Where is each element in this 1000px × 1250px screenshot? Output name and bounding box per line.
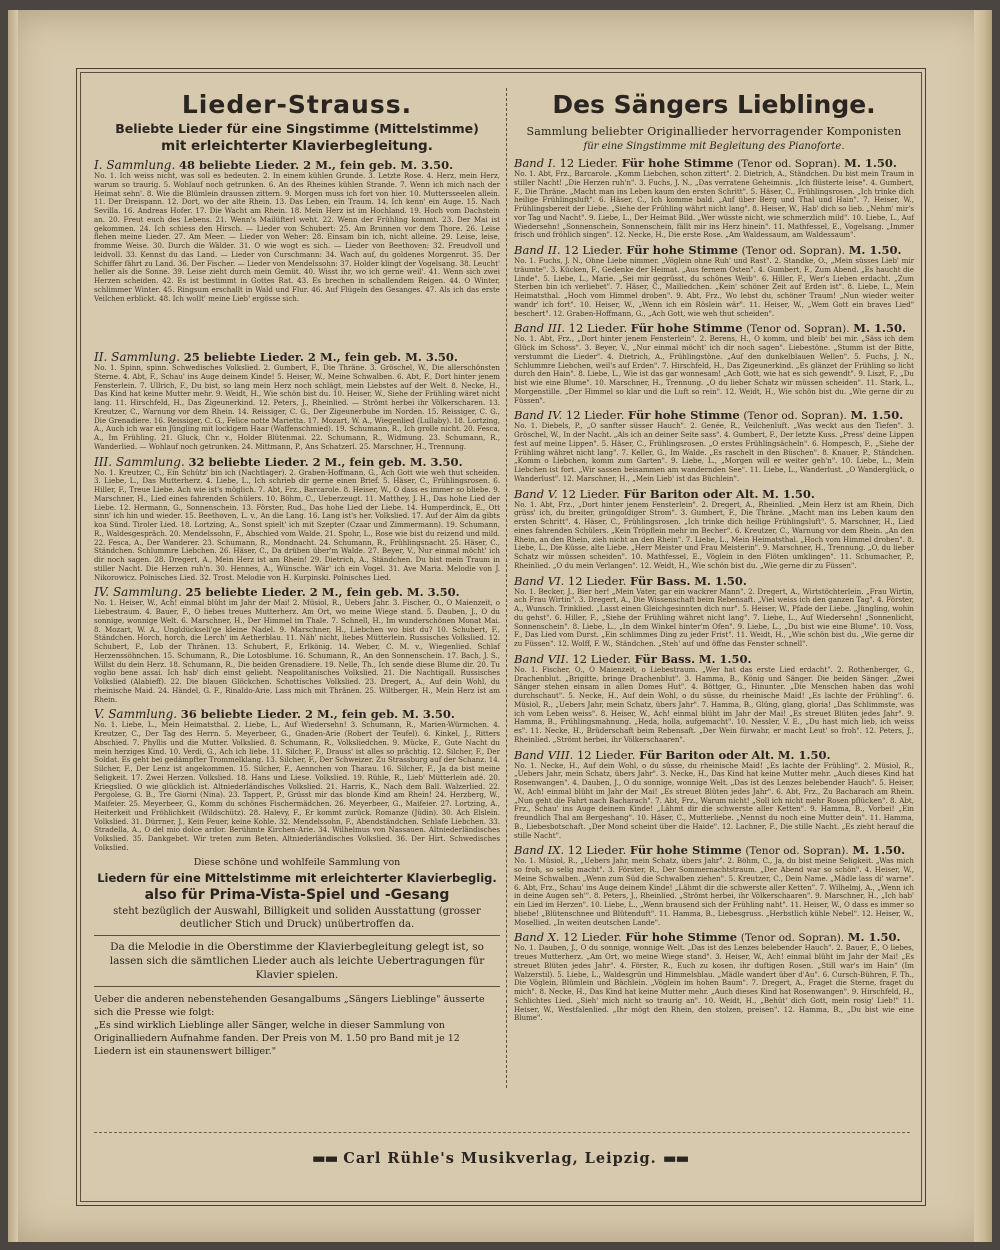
press-quote: „Es sind wirklich Lieblinge aller Sänger, welche in dieser Sammlung von Originalliedern Aufnahme fanden. Der Preis von M. 1.50 pro Band mit je 12 Liedern ist ein staunenswert billiger." xyxy=(94,1019,460,1057)
band-price: M. 1.50. xyxy=(844,156,897,170)
sammlung-name: IV. Sammlung. xyxy=(94,585,182,600)
band-block xyxy=(514,748,914,841)
band-name: Band II. xyxy=(514,243,561,257)
sammlung-list: No. 1. Liebe, L., Mein Heimatsthal. 2. Liebe, L., Auf Wiedersehn! 3. Schumann, R., Marien-Würmchen. 4. Kreutzer, C., Der Tag des Herrn. 5. Meyerbeer, G., Gnaden-Arie (Robert der Teufel). 6. Kinkel, J., Ritters Abschied. 7. Phyllis und die Mutter. Volkslied. 8. Schumann, R., Volksliedchen. 9. Mücke, F., Gute Nacht du mein herziges Kind. 10. Verdi, G., Ach ich liebe. 11. Silcher, F., Drauss' ist alles so prächtig. 12. Silcher, F., Der Soldat. Es geht bei gedämpfter Trommelklang. 13. Silcher, F., Der Schweizer. Zu Strassburg auf der Schanz. 14. Silcher, F., Der Lenz ist angekommen. 15. Silcher, F., Aennchen von Tharau. 16. Silcher, F., Ja da bist meine Seligkeit. 17. Zwei Herzen. Volkslied. 18. Hans und Liese. Volkslied. 19. Rühle, R., Lieb' Mütterlein adé. 20. Kriegslied. O wie glücklich ist. Altniederländisches Volkslied. 21. Harris, K., Nach dem Ball. Walzerlied. 22. Pergolese, G. B., Tre Giorni (Nina). 23. Tappert, P., Grüsst mir das blonde Kind am Rhein! 24. Herzberg, W., Maifeier. 25. Meyerbeer, G., Komm du schönes Fischermädchen. 26. Meyerbeer, G., Maifeier. 27. Lortzing, A., Heiterkeit und Fröhlichkeit (Wildschütz). 28. Halevy, F., Er kommt zurück. Romanze (Jüdin). 30. Ach Elslein. Volkslied. 31. Dürrner, J., Kein Feuer, keine Kohle. 32. Mendelssohn, F., Abendständchen. Schlafe Liebchen. 33. Stradella, A., O del mio dolce ardor. Berühmte Kirchen-Arie. 34. Wilhelmus von Nassauen. Altniederländisches Volkslied. 35. Dankgebet. Wir treten zum Beten. Altniederländisches Volkslied. 36. Der Hirt. Schwedisches Volkslied. xyxy=(94,720,500,852)
ad-line-5: Da die Melodie in die Oberstimme der Klavierbegleitung gelegt ist, so lassen sich die sämtlichen Lieder auch als leichte Uebertragungen für Klavier spielen. xyxy=(109,940,485,981)
sammlung-desc: 25 beliebte Lieder. 2 M., fein geb. M. 3.50. xyxy=(185,585,460,600)
ornament-right: ▬▬ xyxy=(662,1151,689,1167)
band-block xyxy=(514,487,914,571)
band-block xyxy=(514,408,914,483)
band-name: Band X. xyxy=(514,930,560,945)
sammlung-desc: 25 beliebte Lieder. 2 M., fein geb. M. 3.50. xyxy=(183,350,458,364)
band-voice-range: Für hohe Stimme xyxy=(628,408,740,423)
band-song-list: No. 1. Dauben, J., O du sonnige, wonnige Welt. „Das ist des Lenzes belebender Hauch". 2. Bauer, F., O liebes, treues Mutterherz. „Am Ort, wo meine Wiege stand". 3. Heiser, W., Ach! einmal blüht im Jahr der Mai! „Es streuet Blüten jedes Jahr". 4. Förster, R., Euch zu kosen, ihr duftigen Rosen. „Still war's im Hain" (Im Walzerstil). 5. Liebe, L., Waldesgrün und Himmelsblau. „Mädle wandert über d'Au". 6. Cursch-Bühren, F. Th., Die Vöglein, Blümlein und Bächlein. „Vöglein im hohen Baum". 7. Dregert, A., Fraget die Sterne, fraget du mich". 8. Necke, H., Das Kind hat keine Mutter mehr. „Auch dieses Kind hat Rosenwangen". 9. Hirschfeld, H., Schlichtes Lied. „Sieh' mich nicht so traurig an". 10. Weidt, H., „Behüt' dich Gott, mein rosig' Lieb!" 11. Heiser, W., Westfalenlied. „Ihr mögt den Rhein, den stolzen, preisen". 12. Hamma, B., „Du bist wie eine Blume". xyxy=(514,943,914,1023)
band-song-list: No. 1. Fischer, O., O Maienzeit, o Liebestraum. „Wer hat das erste Lied erdacht". 2. Rothenberger, G., Drachenblut. „Brigitte, bringe Drachenblut". 3. Hamma, B., König und Sänger. Die beiden Sänger. „Zwei Sänger stehen einsam in allen Domes Hut". 4. Böttger, G., Hinunter. „Die Menschen haben das wohl durchschaut". 5. Necke, H., Auf dein Wohl, o du süsse, du rheinische Maid! „Es lachte der Frühling". 6. Müsiol, R., „Uebers Jahr, mein Schatz, übers Jahr". 7. Hamma, B., Glüng, glang, gloria! „Das Schlimmste, was ich vom Leben weiss". 8. Heiser, W., Ach! einmal blüht im Jahr der Mai! „Es streuet Blüten jedes Jahr". 9. Hamma, B., Frühlingsmahnung. „Heda, holla, aufgemacht". 10. Nessler, V. E., „Du hast mich lieb, ich weiss es". 11. Necke, H., Brüderschaft beim Rebensaft. „Der Wein fürwahr, er macht Leut' so froh". 12. Peters, J., Rheinlied. „Strömt herbei, ihr Völkerschaaren". xyxy=(514,664,914,744)
sammlung-2 xyxy=(94,350,500,452)
band-heading xyxy=(514,930,914,944)
band-song-list: No. 1. Becker, J., Bier her! „Mein Vater, gar ein wackrer Mann". 2. Dregert, A., Wirtstöchterlein. „Frau Wirtin, ach Frau Wirtin". 3. Dregert, A., Die Wissenschaft beim Rebensaft. „Viel weiss ich den ganzen Tag". 4. Förster, A., Wunsch. Trinklied. „Lasst einen Gleichgesinnten dich nur". 5. Heiser, W., Pfade der Liebe. „Jüngling, wohin du gehst". 6. Hiller, F., „Siehe der Frühling währet nicht lang". 7. Liebe, L., Auf Wiedersehn! „Sonnenlicht, Sonnenschein". 8. Liebe, L., „In dem Winkel hinter'm Ofen". 9. Liebe, L., „Du bist wie eine Blume". 10. Voss, F., Das Lied vom Durst. „Ein schlimmes Ding zu jeder Frist". 11. Weidt, H., „Wie schön bist du. „Wie gerne dir zu Füssen". 12. Wolff, F. W., Ständchen. „Steh' auf und öffne das Fenster schnell". xyxy=(514,586,914,648)
sammlung-name: I. Sammlung. xyxy=(94,158,176,172)
band-voice-range: Für Bariton oder Alt. xyxy=(639,747,775,762)
band-block xyxy=(514,930,914,1023)
sammlung-desc: 36 beliebte Lieder. 2 M., fein geb. M. 3.50. xyxy=(180,707,455,722)
band-voice-type: (Tenor od. Sopran). xyxy=(740,932,845,945)
band-price: M. 1.50. xyxy=(777,747,831,762)
band-count: 12 Lieder. xyxy=(576,747,636,762)
sammlung-4 xyxy=(94,585,500,704)
sammlung-list: No. 1. Ich weiss nicht, was soll es bedeuten. 2. In einem kühlen Grunde. 3. Letzte Rose. 4. Herz, mein Herz, warum so traurig. 5. Wohlauf noch getrunken. 6. An des Rheines kühlen Strande. 7. Wenn ich mich nach der Heimat sehn'. 8. Wie die Blümlein draussen zittern. 9. Morgen muss ich fort von hier. 10. Muttersseelen allein. 11. Der Dreispann. 12. Dort, wo der alte Rhein. 13. Das Leben, ein Traum. 14. Ich kenn' ein Auge. 15. Nach Sevilla. 16. Andreas Hofer. 17. Die Wacht am Rhein. 18. Mein Herz ist im Hochland. 19. Hoch vom Dachstein an. 20. Freut euch des Lebens. 21. Wenn's Mailüfterl weht. 22. Wenn der Frühling kommt. 23. Der Mai ist gekommen. 24. Ich schiess den Hirsch. — Lieder von Schubert: 25. Am Brunnen vor dem Thore. 26. Leise flehen meine Lieder. 27. Am Meer. — Lieder von Weber: 28. Einsam bin ich, nicht alleine. 29. Leise, leise, fromme Weise. 30. Durch die Wälder. 31. O wie wogt es sich. — Lieder von Beethoven: 32. Freudvoll und leidvoll. 33. Kennst du das Land. — Lieder von Curschmann: 34. Wach auf, du goldenes Morgenrot. 35. Der Schiffer fährt zu Land. 36. Der Fischer. — Lieder von Mendelssohn: 37. Holder klingt der Vogelsang. 38. Leucht' heller als die Sonne. 39. Leise zieht durch mein Gemüt. 40. Wisst ihr, wo ich gerne weil'. 41. Wenn sich zwei Herzen scheiden. 42. Es ist bestimmt in Gottes Rat. 43. Es brechen in schallendem Reigen. 44. O Winter, schlimmer Winter. 45. Ringsum erschallt in Wald und Flur. 46. Auf Flügeln des Gesanges. 47. Als ich das erste Veilchen erblickt. 48. Ich wollt' meine Lieb' ergösse sich. xyxy=(94,171,500,303)
sammlung-name: III. Sammlung. xyxy=(94,454,185,469)
publisher-name: Carl Rühle's Musikverlag, Leipzig. xyxy=(343,1150,657,1167)
left-column xyxy=(94,88,500,1058)
ad-line-3: also für Prima-Vista-Spiel und -Gesang xyxy=(144,886,450,903)
band-song-list: No. 1. Fuchs, J. N., Ohne Liebe nimmer. „Vöglein ohne Ruh' und Rast". 2. Standke, O., „Mein süsses Lieb' mir träumte". 3. Kücken, F., Gedenke der Heimat. „Aus fernem Osten". 4. Gumbert, F., Zum Abend. „Es haucht die Linde". 5. Liebe, L., Marie. „Sei mir gegrüsst, du schönes Weib". 6. Hiller, F., Wer's Lieben erdacht. „Zum Sterben bin ich verliebet". 7. Häser, C., Mailiedchen. „Kein' schöner Zeit auf Erden ist". 8. Liebe, L., Mein Heimatsthal. „Hoch vom Himmel droben". 9. Abt, Frz., Wo lebst du, schöner Traum! „Nun wieder weiter wandr' ich fort". 10. Heiser, W., „Wenn ich ein Röslein wär". 11. Heiser, W., „Wem Gott ein braves Lied" beschert". 12. Graben-Hoffmann, G., „Ach Gott, wie weh thut scheiden". xyxy=(514,256,914,318)
band-count: 12 Lieder. xyxy=(572,651,631,666)
band-voice-range: Für Bariton oder Alt. xyxy=(623,486,759,501)
sammlung-heading xyxy=(94,455,500,469)
band-count: 12 Lieder. xyxy=(559,156,619,170)
advertisement-block xyxy=(94,857,500,987)
sammlung-3 xyxy=(94,455,500,583)
sammlung-desc: 48 beliebte Lieder. 2 M., fein geb. M. 3.50. xyxy=(178,158,454,172)
band-block xyxy=(514,574,914,649)
right-title: Des Sängers Lieblinge. xyxy=(552,90,876,119)
ad-rule xyxy=(94,986,500,987)
band-name: Band IX. xyxy=(514,843,565,858)
band-song-list: No. 1. Abt, Frz., „Dort hinter jenem Fensterlein". 2. Dregert, A., Rheinlied. „Mein Herz ist am Rhein, Dich grüss' ich, du breiter, grüngoldiger Strom". 3. Gumbert, F., Die Thräne. „Macht man ins Leben kaum den ersten Schritt". 4. Häser, C., Frühlingsrosen. „Ich trinke dich heilige Frühlingsluft". 5. Marschner, H., Lied eines fahrenden Schülers. „Kein Tröpflein mehr im Becher". 6. Kreutzer, C., Warnung vor dem Rhein. „An den Rhein, an den Rhein, zieh nicht an den Rhein". 7. Liebe, L., Mein Heimatsthal. „Hoch vom Himmel droben". 8. Liebe, L., Die Küsse, alte Liebe. „Herr Meister und Frau Meisterin". 9. Marschner, H., Trennung. „O, du lieber Schatz wir müssen scheiden". 10. Mathfessel, E., Vöglein in den Flöten umklingen". 11. Schumacher, P., Rheinlied. „O du mein Verlangen". 12. Weidt, H., Wie schön bist du. „Wie gerne dir zu Füssen". xyxy=(514,499,914,570)
band-name: Band III. xyxy=(514,321,566,336)
band-voice-type: (Tenor od. Sopran). xyxy=(746,323,850,336)
band-price: M. 1.50. xyxy=(847,930,901,945)
band-block xyxy=(514,843,914,927)
ornament-left: ▬▬ xyxy=(311,1151,338,1167)
band-block xyxy=(514,652,914,745)
band-price: M. 1.50. xyxy=(850,408,904,423)
ad-rule xyxy=(94,935,500,936)
band-heading xyxy=(514,843,914,857)
band-voice-range: Für hohe Stimme xyxy=(629,843,742,858)
band-price: M. 1.50. xyxy=(698,651,752,666)
band-name: Band VII. xyxy=(514,651,569,666)
band-count: 12 Lieder. xyxy=(568,321,628,336)
band-heading xyxy=(514,652,914,666)
band-count: 12 Lieder. xyxy=(567,843,627,858)
band-song-list: No. 1. Diebels, P., „O sanfter süsser Hauch". 2. Genée, R., Veilchenluft. „Was weckt aus den Tiefen". 3. Gröschel, W., In der Nacht. „Als ich an deiner Seite sass". 4. Gumbert, F., Der letzte Kuss. „Press' deine Lippen fest auf meine Lippen". 5. Häser, C., Frühlingsrosen. „O erstes Frühlingsächeln". 6. Hompesch, F., „Siehe der Frühling währet nicht lang". 7. Keller, G., Im Walde. „Es raschelt in den Büschen". 8. Knauer, P., Ständchen. „Komm o Liebchen, komm zum Garten". 9. Liebe, L., „Morgen will er weiter geh'n". 10. Liebe, L., Mein Liebchen ist fort. „Wir sassen beisammen am wandernden See". 11. Liebe, L., Wanderlust. „O Wanderglück, o Wanderlust". 12. Marschner, H., „Mein Lieb' ist das Büchlein". xyxy=(514,421,914,483)
sammlung-1 xyxy=(94,158,500,347)
band-count: 12 Lieder. xyxy=(563,930,622,945)
band-count: 12 Lieder. xyxy=(564,243,623,257)
sammlung-heading xyxy=(94,585,500,599)
band-price: M. 1.50. xyxy=(852,843,906,858)
footer-rule xyxy=(94,1132,910,1133)
ad-line-4: steht bezüglich der Auswahl, Billigkeit und soliden Ausstattung (grosser deutlicher Stich und Druck) unübertroffen da. xyxy=(113,905,481,930)
sammlung-heading xyxy=(94,707,500,721)
band-name: Band I. xyxy=(514,156,556,170)
band-block xyxy=(514,156,914,240)
band-heading xyxy=(514,156,914,170)
right-column xyxy=(514,88,914,1023)
sammlung-heading xyxy=(94,158,500,172)
band-heading xyxy=(514,487,914,501)
sammlung-list: No. 1. Heiser, W., Ach! einmal blüht im Jahr der Mai! 2. Müsiol, R., Uebers Jahr. 3. Fischer, O., O Maienzeit, o Liebestraum. 4. Bauer, F., O liebes treues Mutterherz. Am Ort, wo meine Wiege stand. 5. Dauben, J., O du sonnige, wonnige Welt. 6. Marschner, H., Der Himmel im Thale. 7. Schnell, H., Im wunderschönen Monat Mai. 8. Mozart, W. A., Ungldückseli'ge kleine Nadel. 9. Marschner, H., Liebchen wo bist du? 10. Schubert, F., Ständchen. Horch, horch, die Lerch' im Aetherblau. 11. Näh' nicht, liebes Mütterlein. Russisches Volkslied. 12. Schubert, F., Lob der Thränen. 13. Schubert, F., Erlkönig. 14. Weber, C. M. v., Wiegenlied. Schlaf Herzenssöhnchen. 15. Schumann, R., Die Lotosblume. 16. Schumann, R., An den Sonnenschein. 17. Bach, J. S., Willst du dein Herz. 18. Schumann, R., Die beiden Grenadiere. 19. Nelle, Th., Ich sende diese Blume dir. 20. Tu voglio bene assai. Ich hab' dich einst geliebt. Neapolitanisches Volkslied. 21. Die Nachtigall. Russisches Volkslied (Alabieff). 22. Die blauen Glöckchen. Schottisches Volkslied. 23. Dregert, A., Auf dein Wohl, du rheinische Maid. 24. Händel, G. F., Rinaldo-Arie. Lass mich mit Thränen. 25. Wiltberger, H., Mein Herz ist am Rhein. xyxy=(94,598,500,704)
band-count: 12 Lieder. xyxy=(567,573,627,588)
band-list xyxy=(514,156,914,1023)
band-voice-type: (Tenor od. Sopran). xyxy=(737,158,841,170)
sammlung-5 xyxy=(94,707,500,852)
sammlung-desc: 32 beliebte Lieder. 2 M., fein geb. M. 3.50. xyxy=(188,454,463,469)
band-voice-range: Für Bass. xyxy=(634,651,696,666)
sammlung-list: No. 1. Spinn, spinn. Schwedisches Volkslied. 2. Gumbert, F., Die Thräne. 3. Gröschel, W., Die allerschönsten Sterne. 4. Abt, F., Schau' ins Auge deinem Kinde! 5. Heiser, W., Meine Schwalben. 6. Abt, F., Dort hinter jenem Fensterlein. 7. Ullrich, F., Du bist, so lang mein Herz noch schlägt, mein Liebstes auf der Welt. 8. Necke, H., Das Kind hat keine Mutter mehr. 9. Weidt, H., Wie schön bist du. 10. Heiser, W., Siehe der Frühling wäret nicht lang. 11. Hirschfeld, H., Das Zigeunerkind. 12. Peters, J., Rheinlied. — Strömt herbei ihr Völkerscharen. 13. Kreutzer, C., Warnung vor dem Rhein. 14. Reissiger, C. G., Der Zigeunerbube im Norden. 15. Reissiger, C. G., Die Grenadiere. 16. Reissiger, C. G., Felice notte Marietta. 17. Mozart, W. A., Wiegenlied (Lullaby). 18. Lortzing, A., Auch ich war ein Jüngling mit lockigem Haar (Waffenschmied). 19. Schumann, R., Ich grolle nicht. 20. Fesca, A., Im Frühling. 21. Gluck, Chr. v., Holder Blütenmai. 22. Schumann, R., Widmung. 23. Schumann, R., Wanderlied. — Wohlauf noch getrunken. 24. Mittmann, P., Ans Schatzerl. 25. Marschner, H., Trennung. xyxy=(94,363,500,451)
sammlung-list: No. 1. Kreutzer, C., Ein Schütz' bin ich (Nachtlager). 2. Graben-Hoffmann, G., Ach Gott wie weh thut scheiden. 3. Liebe, L., Das Mutterherz. 4. Liebe, L., Ich schrieb dir gerne einen Brief. 5. Häser, C., Frühlingsrosen. 6. Hiller, F., Treue Liebe. Ach wie ist's möglich. 7. Abt, Frz., Barcarole. 8. Heiser, W., O dass es immer so bliebe. 9. Marschner, H., Lied eines fahrenden Schülers. 10. Böhm, C., Ueberzeugt. 11. Matthey, J. H., Das hohe Lied der Liebe. 12. Hermann, G., Sonnenschein. 13. Förster, Rud., Das hohe Lied der Liebe. 14. Humperdinck, E., Ott sinn' ich hin und wieder. 15. Beethoven, L. v., An die Lang. 16. Lang ist's her. Volkslied. 17. Auf der Alm da gibts koa Sünd. Tiroler Lied. 18. Lortzing, A., Sonst spielt' ich mit Szepter (Czaar und Zimmermann). 19. Schumann, R., Waldesgespräch. 20. Mendelssohn, F., Abschied vom Walde. 21. Spohr, L., Rose wie bist du reizend und mild. 22. Fesca, A., Der Wanderer. 23. Schumann, R., Mondnacht. 24. Schumann, R., Frühlingsnacht. 25. Häser, C., Ständchen. Schlummre Liebchen. 26. Häser, C., Da drüben über'm Walde. 27. Beyer, V., Nur einmal möcht' ich dir noch sagen. 28. Dregert, A., Mein Herz ist am Rhein! 29. Dietrich, A., Ständchen. Du bist mein Traum in stiller Nacht. Die Herzen ruh'n. 30. Hennes, A., Wünsche. Wär' ich ein Vogel. 31. Ave Maria. Melodie von J. Nikorowicz. Polnisches Lied. 32. Trost. Melodie von H. Kurpinski. Polnisches Lied. xyxy=(94,467,500,582)
band-name: Band V. xyxy=(514,486,558,501)
band-heading xyxy=(514,748,914,762)
band-heading xyxy=(514,574,914,588)
left-title: Lieder-Strauss. xyxy=(181,90,413,119)
band-heading xyxy=(514,321,914,335)
band-price: M. 1.50. xyxy=(848,243,902,257)
band-song-list: No. 1. Abt, Frz., „Dort hinter jenem Fensterlein". 2. Berens, H., O komm, und bleib' bei mir. „Säss ich dem Glück im Schoss". 3. Beyer, V., „Nur einmal möcht' ich dir noch sagen". Liebestöne. „Stumm ist der Bitte, verstummt die Lieder". 4. Dietrich, A., Frühlingstöne. „Auf den dunkelblauen Wellen". 5. Fuchs, J. N., Schlummre Liebchen, weil's auf Erden". 7. Hirschfeld, H., Das Zigeunerkind. „Es glänzet der Frühling so licht durch den Hain". 8. Liebe, L., Wie ist das gar wonnesam! „Ach Gott, wie hat es sich gewendt". 9. Liszt, F., „Du bist wie eine Blume". 10. Marschner, H., Trennung. „O du lieber Schatz wir müssen scheiden". 11. Stark, L., Morgenstille. „Der Himmel so klar und die Luft so rein". 12. Weidt, H., Wie schön bist du. „Wie gerne dir zu Füssen". xyxy=(514,334,914,405)
band-voice-type: (Tenor od. Sopran). xyxy=(743,410,847,423)
band-name: Band VIII. xyxy=(514,747,574,762)
band-price: M. 1.50. xyxy=(853,321,906,336)
band-voice-range: Für hohe Stimme xyxy=(621,156,734,170)
press-intro: Ueber die anderen nebenstehenden Gesangalbums „Sängers Lieblinge" äusserte sich die Presse wie folgt: xyxy=(94,993,485,1018)
band-block xyxy=(514,243,914,318)
band-voice-type: (Tenor od. Sopran). xyxy=(745,845,849,858)
band-song-list: No. 1. Abt, Frz., Barcarole. „Komm Liebchen, schon zittert". 2. Dietrich, A., Ständchen. Du bist mein Traum in stiller Nacht! „Die Herzen ruh'n". 3. Fuchs, J. N., „Das verratene Geheimnis. „Ich flüsterte leise". 4. Gumbert, F., Die Thräne. „Macht man ins Leben kaum den ersten Schritt". 5. Häser, C., Frühlingsrosen. „Ich trinke dich heilige Frühlingsluft". 6. Häser, C., Ich komme bald. „Auf über Berg und Thal und Hain". 7. Heiser, W., Frühlingsbereit der Liebe. „Siehe der Frühling währt nicht lang". 8. Heiser, W., Hab' dich so lieb. „Nehm' mir's vor Tag und Nacht". 9. Liebe, L., Der Heimat Bild. „Wer wüsste nicht, wie schmerzlich mild". 10. Liebe, L., Auf Wiedersehn! „Sonnenschein, Sonnenschein, fällt mir ins Herz hinein". 11. Mathfessel, E., Vogelsang. „Immer frisch und fröhlich singen". 12. Necke, H., Die erste Rose. „Am Waldessaum, am Waldessaum". xyxy=(514,169,914,240)
band-name: Band VI. xyxy=(514,573,565,588)
right-subtitle-2: für eine Singstimme mit Begleitung des Pianoforte. xyxy=(583,141,845,152)
sammlung-heading xyxy=(94,350,500,364)
band-count: 12 Lieder. xyxy=(565,408,625,423)
band-voice-range: Für Bass. xyxy=(630,573,691,588)
ad-line-2: Liedern für eine Mittelstimme mit erleichterter Klavierbeglig. xyxy=(97,870,497,885)
band-price: M. 1.50. xyxy=(762,486,815,501)
band-count: 12 Lieder. xyxy=(561,486,620,501)
band-heading xyxy=(514,408,914,422)
publisher-footer xyxy=(300,1150,700,1167)
page-fold-right xyxy=(974,10,992,1242)
sammlung-name: V. Sammlung. xyxy=(94,707,178,722)
band-voice-range: Für hohe Stimme xyxy=(625,930,738,945)
column-divider xyxy=(506,88,507,1088)
band-heading xyxy=(514,243,914,257)
sammlung-name: II. Sammlung. xyxy=(94,350,181,364)
right-subtitle: Sammlung beliebter Originallieder hervorragender Komponisten xyxy=(526,125,902,138)
band-song-list: No. 1. Necke, H., Auf dein Wohl, o du süsse, du rheinische Maid! „Es lachte der Frühling". 2. Müsiol, R., „Uebers Jahr, mein Schatz, übers Jahr". 3. Necke, H., Das Kind hat keine Mutter mehr. „Auch dieses Kind hat Rosenwangen". 4. Dauben, J., O du sonnige, wonnige Welt. „Das ist des Lenzes belebender Hauch". 5. Heiser, W., Ach! einmal blüht im Jahr der Mai! „Es streuet Blüten jedes Jahr". 6. Abt, Frz., Zu Bacharach am Rhein. „Nun geht die Fahrt nach Bacharach". 7. Abt, Frz., Warum nicht! „Soll ich nicht mehr Rosen pflücken". 8. Abt, Frz., Schau' ins Auge deinem Kinde! „Lähmt dir die schwerste aller Ketten". 9. Hamma, B., Vorbei! „Ein freundlich Thal am Bergeshang". 10. Häser, C., Mutterliebe. „Nennst du noch eine Mutter dein". 11. Hamma, B., Liebesbotschaft. „Der Mond scheint über die Haide". 12. Lachner, F., Die stille Nacht. „Es zieht herauf die stille Nacht". xyxy=(514,760,914,840)
left-subtitle-2: mit erleichterter Klavierbegleitung. xyxy=(161,138,433,154)
left-subtitle: Beliebte Lieder für eine Singstimme (Mittelstimme) xyxy=(115,121,479,136)
band-name: Band IV. xyxy=(514,408,563,423)
page-fold-left xyxy=(8,10,18,1242)
band-voice-range: Für hohe Stimme xyxy=(630,321,743,336)
band-voice-range: Für hohe Stimme xyxy=(626,243,739,257)
band-block xyxy=(514,321,914,405)
band-price: M. 1.50. xyxy=(694,573,747,588)
ad-line-1: Diese schöne und wohlfeile Sammlung von xyxy=(193,856,401,868)
band-voice-type: (Tenor od. Sopran). xyxy=(741,245,846,257)
band-song-list: No. 1. Müsiol, R., „Uebers Jahr, mein Schatz, übers Jahr". 2. Böhm, C., Ja, du bist meine Seligkeit. „Was mich so froh, so selig macht". 3. Förster, R., Der Sommernachtstraum. „Der Abend war so schön". 4. Heiser, W., Meine Schwalben. „Wenn zum Süd die Schwalben ziehen". 5. Kreutzer, C., Dein Name. „Mädle lass di' warne". 6. Abt, Frz., Schau' ins Auge deinem Kinde! „Lähmt dir die schwerste aller Ketten". 7. Wilhelmj, A., „Wenn ich in deine Augen seh'". 8. Peters, J., Rheinlied. „Strömt herbei, ihr Völkerschaaren". 9. Marschner, H., „Ich hab' ein Lied im Herzen". 10. Liebe, L., „Wenn brausend sich der Frühling naht". 11. Heiser, W., O dass es immer so bliebe! „Blütenschnee und Blütenduft". 11. Hamma, B., Liebesgruss. „Herbstlich kühle Nebel". 12. Heiser, W., Mosellied. „In weiten deutschen Lande". xyxy=(514,856,915,927)
